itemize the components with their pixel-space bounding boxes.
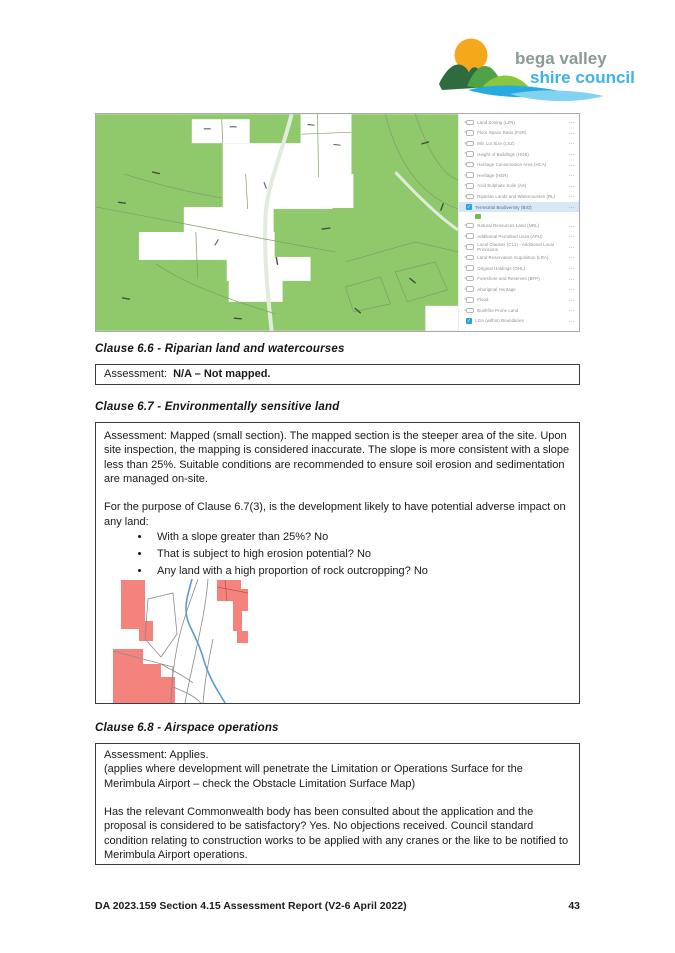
layer-toggle-icon[interactable] <box>466 141 474 147</box>
layer-row[interactable] <box>459 117 579 128</box>
layer-label: LGA (within) Boundaries <box>475 318 524 324</box>
layer-toggle-icon[interactable] <box>466 194 474 200</box>
footer-page-number: 43 <box>568 900 580 912</box>
layer-options-icon[interactable]: … <box>568 160 575 168</box>
layer-options-icon[interactable]: … <box>568 128 575 136</box>
layer-options-icon[interactable]: … <box>568 264 575 272</box>
assessment-value: N/A – Not mapped. <box>173 368 271 380</box>
layer-options-icon[interactable]: … <box>568 285 575 293</box>
layer-options-icon[interactable]: … <box>568 316 575 324</box>
assessment-label: Assessment: <box>104 368 167 380</box>
logo-wave-light-icon <box>510 90 604 101</box>
layer-label: Additional Permitted Uses (APU) <box>477 233 543 239</box>
layer-label: Riparian Lands and Watercourses (RL) <box>477 193 556 199</box>
layer-row[interactable] <box>459 159 579 170</box>
layer-toggle-icon[interactable] <box>466 162 474 168</box>
layer-options-icon[interactable]: … <box>568 171 575 179</box>
layer-options-icon[interactable]: … <box>568 192 575 200</box>
layer-label: Aboriginal Heritage <box>477 286 516 292</box>
clause-6-8-line1: Assessment: Applies. <box>104 749 209 761</box>
map-canvas[interactable] <box>96 114 458 331</box>
layer-label: Natural Resources Land (NRL) <box>477 223 540 229</box>
layer-row[interactable] <box>459 191 579 202</box>
layer-list <box>458 114 579 331</box>
layer-row[interactable] <box>459 231 579 242</box>
clause-6-6-assessment-box <box>95 364 580 385</box>
layer-row[interactable] <box>459 181 579 192</box>
logo-text-line2: shire council <box>530 68 635 87</box>
layer-row[interactable] <box>459 128 579 139</box>
bullet-item: • Any land with a high proportion of rock outcropping? No <box>151 564 571 578</box>
layer-options-icon[interactable]: … <box>568 181 575 189</box>
layer-label: Land Reservation Acquisition (LRA) <box>477 254 549 260</box>
layer-toggle-icon[interactable] <box>466 286 474 292</box>
clause-6-7-bullet-list <box>104 530 571 578</box>
footer-report-title: DA 2023.159 Section 4.15 Assessment Report (V2-6 April 2022) <box>95 900 407 912</box>
bullet-item: • That is subject to high erosion potential? No <box>151 547 571 561</box>
layer-toggle-icon[interactable] <box>466 120 474 126</box>
layer-row[interactable] <box>459 273 579 284</box>
clause-6-7-question: For the purpose of Clause 6.7(3), is the development likely to have potential adverse impact on any land: <box>104 501 566 528</box>
layer-row[interactable] <box>459 284 579 295</box>
layer-label: Bushfire Prone Land <box>477 307 519 313</box>
layer-options-icon[interactable]: … <box>568 274 575 282</box>
layer-toggle-icon[interactable] <box>466 233 474 239</box>
layer-row[interactable] <box>459 242 579 253</box>
layer-label: Heritage (HER) <box>477 172 509 178</box>
layer-checkbox-checked-icon[interactable]: ✓ <box>467 204 471 210</box>
clause-6-7-paragraph: Assessment: Mapped (small section). The mapped section is the steeper area of the site. Upon site inspection, the mapping is considered inaccurate. The slope is more consistent with a slope less than 25%. Suitable conditions are recommended to ensure soil erosion and sedimentation are managed on-site. <box>104 430 570 485</box>
biodiversity-map <box>95 113 580 332</box>
layer-label: Local Clauses (CL1) - Additional Local Provisions <box>477 241 554 252</box>
layer-toggle-icon[interactable] <box>466 276 474 282</box>
layer-toggle-icon[interactable] <box>466 151 474 157</box>
page-footer <box>95 900 580 912</box>
layer-label: Heritage Conservation Area (HCA) <box>477 162 547 168</box>
layer-toggle-icon[interactable] <box>466 172 474 178</box>
layer-options-icon[interactable]: … <box>568 306 575 314</box>
layer-row[interactable] <box>459 170 579 181</box>
layer-label: Original Holdings (OHL) <box>477 265 526 271</box>
layer-options-icon[interactable]: … <box>568 139 575 147</box>
layer-toggle-icon[interactable] <box>466 244 474 250</box>
layer-row[interactable] <box>459 220 579 231</box>
layer-toggle-icon[interactable] <box>466 255 474 261</box>
layer-row[interactable] <box>459 295 579 306</box>
layer-label: Flood <box>477 297 489 303</box>
legend-swatch-row <box>459 212 579 220</box>
clause-6-8-heading: Clause 6.8 - Airspace operations <box>95 722 279 734</box>
layer-options-icon[interactable]: … <box>568 232 575 240</box>
layer-toggle-icon[interactable] <box>466 297 474 303</box>
layer-options-icon[interactable]: … <box>568 203 575 211</box>
blank-line <box>104 486 571 500</box>
layer-row[interactable] <box>459 138 579 149</box>
layer-options-icon[interactable]: … <box>568 221 575 229</box>
layer-row[interactable] <box>459 252 579 263</box>
layer-toggle-icon[interactable] <box>466 265 474 271</box>
layer-options-icon[interactable]: … <box>568 150 575 158</box>
bullet-item: • With a slope greater than 25%? No <box>151 530 571 544</box>
layer-row[interactable] <box>459 149 579 160</box>
layer-label: Land Zoning (LZN) <box>477 119 516 125</box>
council-logo-graphic <box>438 33 648 111</box>
layer-toggle-icon[interactable] <box>466 130 474 136</box>
layer-label: Acid Sulphate Soils (AS) <box>477 183 527 189</box>
layer-label: Floor Space Ratio (FSR) <box>477 130 527 136</box>
clause-6-6-heading: Clause 6.6 - Riparian land and watercourses <box>95 343 345 355</box>
clause-6-8-paragraph: Has the relevant Commonwealth body has been consulted about the application and the proposal is considered to be satisfactory? Yes. No objections received. Council standard condition relating to construction works to be applied with any cranes or the like to be notified to Merimbula Airport operations. <box>104 806 569 862</box>
layer-label: Min Lot Size (LSZ) <box>477 140 515 146</box>
layer-toggle-icon[interactable] <box>466 223 474 229</box>
layer-label: Foreshore and Reserves (BFP) <box>477 276 540 282</box>
layer-options-icon[interactable]: … <box>568 242 575 250</box>
layer-row[interactable] <box>459 305 579 316</box>
logo-text-line1: bega valley <box>515 49 607 68</box>
layer-options-icon[interactable]: … <box>568 253 575 261</box>
layer-row[interactable] <box>459 263 579 274</box>
layer-options-icon[interactable]: … <box>568 295 575 303</box>
layer-options-icon[interactable]: … <box>568 118 575 126</box>
biodiversity-swatch-icon <box>475 214 481 220</box>
clause-6-8-line2: (applies where development will penetrate the Limitation or Operations Surface for the Merimbula Airport – check the Obstacle Limitation Surface Map) <box>104 763 523 790</box>
clause-6-7-heading: Clause 6.7 - Environmentally sensitive land <box>95 401 340 413</box>
layer-label: Height of Buildings (HOB) <box>477 151 529 157</box>
layer-label: Terrestrial Biodiversity (BIO) <box>475 204 532 210</box>
council-logo <box>438 33 648 111</box>
layer-checkbox-checked-icon[interactable]: ✓ <box>467 318 471 324</box>
layer-row[interactable] <box>459 316 579 327</box>
clause-6-6-assessment-text <box>104 367 571 381</box>
layer-row[interactable] <box>459 202 579 213</box>
sensitive-land-minimap <box>113 579 250 703</box>
layer-toggle-icon[interactable] <box>466 308 474 314</box>
blank-line <box>104 791 571 805</box>
layer-toggle-icon[interactable] <box>466 183 474 189</box>
clause-6-8-assessment-box <box>95 743 580 865</box>
